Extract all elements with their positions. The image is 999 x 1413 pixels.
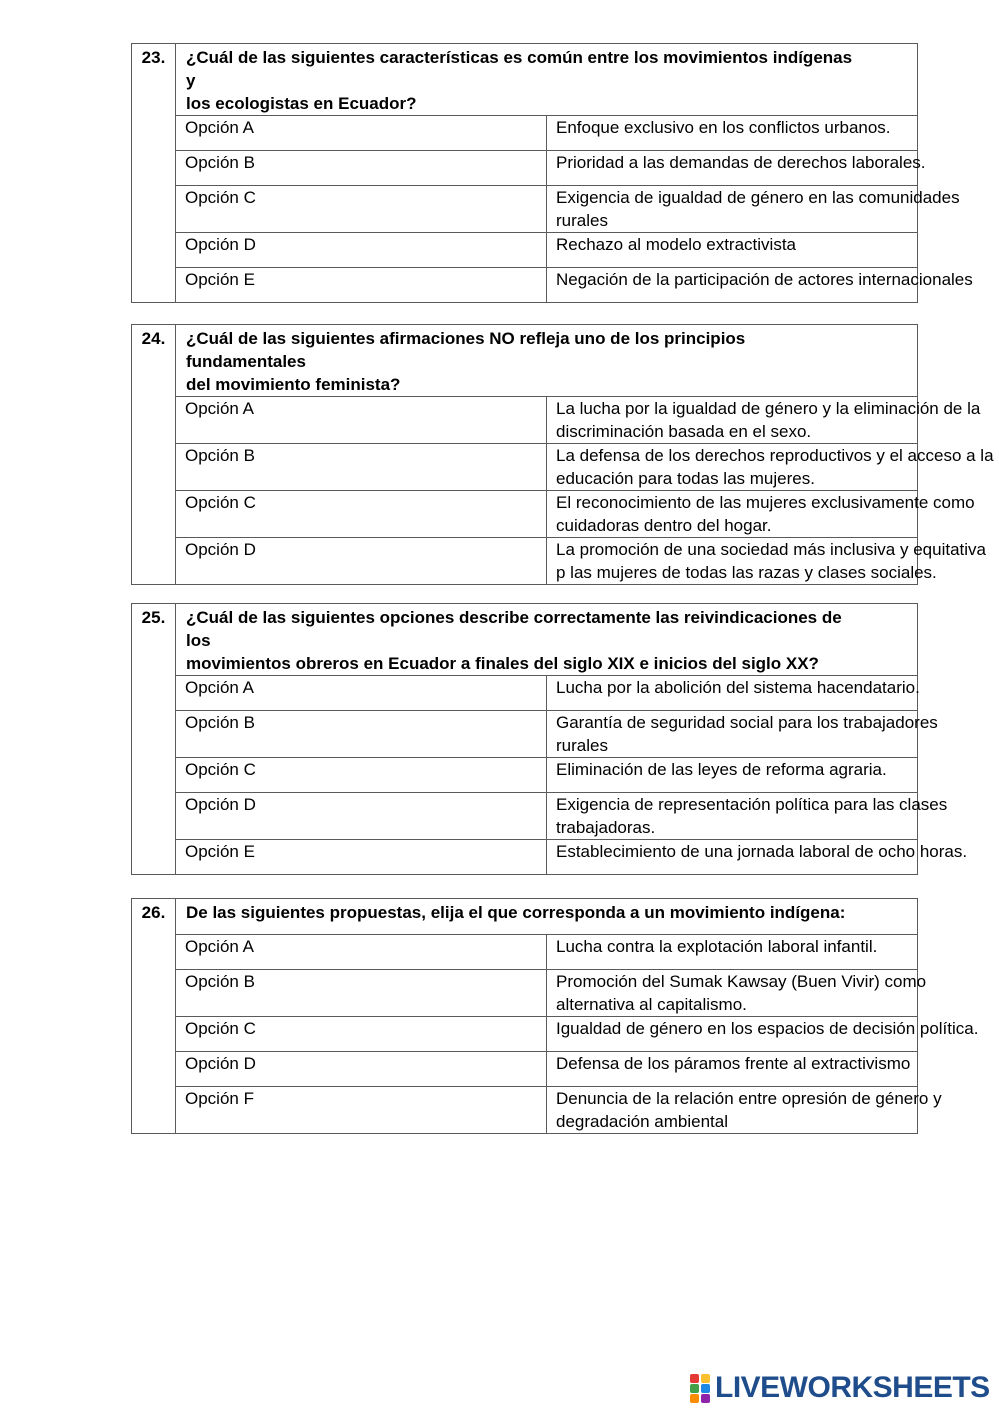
option-row[interactable]: [132, 491, 918, 538]
option-row[interactable]: [132, 1052, 918, 1087]
option-label: Opción D: [176, 538, 547, 585]
option-row[interactable]: [132, 151, 918, 186]
option-line: El reconocimiento de las mujeres exclusivamente como: [556, 493, 975, 512]
liveworksheets-logo-icon: [690, 1373, 712, 1403]
option-line: degradación ambiental: [556, 1112, 729, 1131]
option-row[interactable]: [132, 758, 918, 793]
title-line: movimientos obreros en Ecuador a finales del siglo XIX e inicios del siglo XX?: [186, 654, 819, 673]
option-line: rurales: [556, 736, 608, 755]
question-number: 25.: [132, 604, 176, 875]
option-text: [547, 970, 927, 1017]
title-line: y: [186, 71, 196, 90]
option-line: Establecimiento de una jornada laboral de ocho horas.: [556, 842, 968, 861]
title-line: ¿Cuál de las siguientes afirmaciones NO refleja uno de los principios: [186, 329, 746, 348]
option-text: [547, 935, 918, 970]
option-row[interactable]: [132, 538, 918, 585]
option-label: Opción D: [176, 1052, 547, 1087]
option-row[interactable]: [132, 233, 918, 268]
option-label: Opción B: [176, 444, 547, 491]
option-text: [547, 1087, 942, 1134]
liveworksheets-logo[interactable]: [690, 1371, 990, 1405]
option-text: [547, 233, 918, 268]
option-line: Defensa de los páramos frente al extractivismo: [556, 1054, 911, 1073]
option-label: Opción E: [176, 268, 547, 303]
option-text: [547, 711, 938, 758]
option-label: Opción F: [176, 1087, 547, 1134]
option-text: [547, 186, 960, 233]
option-line: Exigencia de igualdad de género en las comunidades: [556, 188, 960, 207]
option-label: Opción C: [176, 491, 547, 538]
question-title: [176, 899, 918, 935]
option-row[interactable]: [132, 268, 918, 303]
option-label: Opción C: [176, 758, 547, 793]
option-line: Promoción del Sumak Kawsay (Buen Vivir) como: [556, 972, 927, 991]
option-line: La lucha por la igualdad de género y la eliminación de la: [556, 399, 981, 418]
question-title: [176, 44, 918, 116]
option-text: [547, 444, 994, 491]
option-label: Opción C: [176, 1017, 547, 1052]
option-row[interactable]: [132, 1087, 918, 1134]
option-row[interactable]: [132, 1017, 918, 1052]
option-label: Opción C: [176, 186, 547, 233]
option-label: Opción D: [176, 233, 547, 268]
title-line: del movimiento feminista?: [186, 375, 401, 394]
option-line: Exigencia de representación política para las clases: [556, 795, 948, 814]
option-line: Igualdad de género en los espacios de decisión política.: [556, 1019, 979, 1038]
option-label: Opción A: [176, 116, 547, 151]
option-line: Denuncia de la relación entre opresión de género y: [556, 1089, 942, 1108]
option-line: alternativa al capitalismo.: [556, 995, 747, 1014]
option-line: Lucha por la abolición del sistema hacendatario.: [556, 678, 920, 697]
option-text: [547, 538, 986, 585]
question-number: 23.: [132, 44, 176, 303]
option-line: educación para todas las mujeres.: [556, 469, 815, 488]
option-line: Negación de la participación de actores internacionales: [556, 270, 973, 289]
option-line: Garantía de seguridad social para los trabajadores: [556, 713, 938, 732]
option-text: [547, 268, 973, 303]
title-line: ¿Cuál de las siguientes opciones describe correctamente las reivindicaciones de: [186, 608, 842, 627]
option-label: Opción D: [176, 793, 547, 840]
question-number: 24.: [132, 325, 176, 585]
option-label: Opción E: [176, 840, 547, 875]
question-title: [176, 604, 918, 676]
option-label: Opción A: [176, 935, 547, 970]
option-text: [547, 840, 968, 875]
option-line: Enfoque exclusivo en los conflictos urbanos.: [556, 118, 891, 137]
option-text: [547, 676, 918, 711]
option-row[interactable]: [132, 711, 918, 758]
option-line: Lucha contra la explotación laboral infantil.: [556, 937, 878, 956]
option-row[interactable]: [132, 397, 918, 444]
option-row[interactable]: [132, 935, 918, 970]
option-row[interactable]: [132, 116, 918, 151]
question-25: [131, 603, 968, 875]
option-line: Prioridad a las demandas de derechos laborales.: [556, 153, 926, 172]
option-line: discriminación basada en el sexo.: [556, 422, 812, 441]
option-text: [547, 1052, 918, 1087]
option-line: trabajadoras.: [556, 818, 656, 837]
option-row[interactable]: [132, 676, 918, 711]
option-text: [547, 758, 918, 793]
question-26: [131, 898, 979, 1134]
option-label: Opción B: [176, 151, 547, 186]
option-label: Opción A: [176, 676, 547, 711]
option-row[interactable]: [132, 840, 918, 875]
option-text: [547, 1017, 979, 1052]
option-line: Eliminación de las leyes de reforma agraria.: [556, 760, 887, 779]
option-text: [547, 397, 981, 444]
option-line: cuidadoras dentro del hogar.: [556, 516, 772, 535]
option-line: p las mujeres de todas las razas y clases sociales.: [556, 563, 937, 582]
option-row[interactable]: [132, 186, 918, 233]
question-23: [131, 43, 973, 303]
option-line: La promoción de una sociedad más inclusiva y equitativa: [556, 540, 986, 559]
option-label: Opción A: [176, 397, 547, 444]
option-label: Opción B: [176, 711, 547, 758]
option-row[interactable]: [132, 444, 918, 491]
option-text: [547, 151, 926, 186]
option-line: Rechazo al modelo extractivista: [556, 235, 797, 254]
option-text: [547, 793, 948, 840]
title-line: los ecologistas en Ecuador?: [186, 94, 417, 113]
title-line: ¿Cuál de las siguientes características es común entre los movimientos indígenas: [186, 48, 853, 67]
title-line: De las siguientes propuestas, elija el que corresponda a un movimiento indígena:: [186, 903, 846, 922]
option-row[interactable]: [132, 970, 918, 1017]
option-text: [547, 116, 918, 151]
title-line: los: [186, 631, 211, 650]
question-number: 26.: [132, 899, 176, 1134]
question-24: [131, 324, 994, 585]
option-row[interactable]: [132, 793, 918, 840]
logo-text: LIVEWORKSHEETS: [715, 1371, 990, 1404]
question-title: [176, 325, 918, 397]
option-line: La defensa de los derechos reproductivos y el acceso a la: [556, 446, 994, 465]
option-label: Opción B: [176, 970, 547, 1017]
option-text: [547, 491, 975, 538]
option-line: rurales: [556, 211, 608, 230]
title-line: fundamentales: [186, 352, 306, 371]
